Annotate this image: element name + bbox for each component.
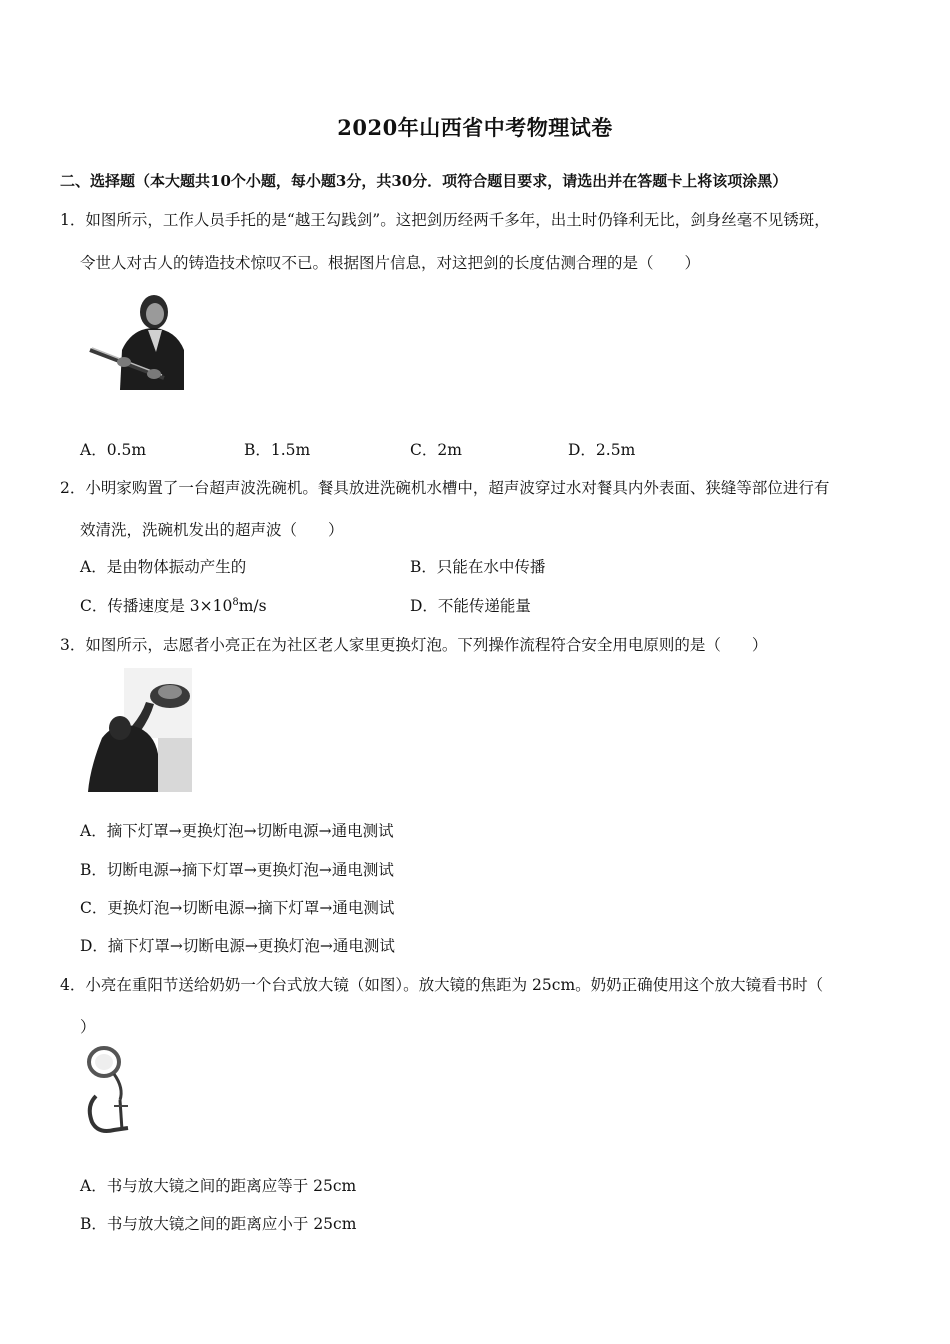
question-2-text-cont: 效清洗，洗碗机发出的超声波（ ） — [80, 521, 344, 539]
question-1-text-cont: 令世人对古人的铸造技术惊叹不已。根据图片信息，对这把剑的长度估测合理的是（ ） — [80, 254, 701, 272]
page-title: 2020年山西省中考物理试卷 — [337, 115, 613, 140]
question-1-text: 1．如图所示，工作人员手托的是“越王勾践剑”。这把剑历经两千多年，出土时仍锋利无比，剑身丝毫不见锈斑， — [60, 211, 830, 229]
q3-option-d: D．摘下灯罩→切断电源→更换灯泡→通电测试 — [80, 937, 395, 955]
q2-option-a: A．是由物体振动产生的 — [80, 558, 247, 576]
q2-option-c-text: C．传播速度是 3×10 — [80, 597, 233, 615]
q1-option-a: A．0.5m — [80, 441, 147, 459]
q3-option-a: A．摘下灯罩→更换灯泡→切断电源→通电测试 — [80, 822, 394, 840]
section-heading: 二、选择题（本大题共10个小题，每小题3分，共30分．项符合题目要求，请选出并在答题卡上将该项涂黑） — [60, 172, 788, 190]
question-4-text-cont: ） — [80, 1018, 96, 1036]
magnifier-photo — [84, 1044, 136, 1136]
q4-option-b: B．书与放大镜之间的距离应小于 25cm — [80, 1215, 357, 1233]
q2-option-c — [80, 594, 267, 616]
lightbulb-photo — [84, 668, 192, 792]
q3-option-b: B．切断电源→摘下灯罩→更换灯泡→通电测试 — [80, 861, 394, 879]
question-4-text: 4．小亮在重阳节送给奶奶一个台式放大镜（如图）。放大镜的焦距为 25cm。奶奶正确使用这个放大镜看书时（ — [60, 976, 824, 994]
q2-option-c-unit: m/s — [238, 597, 267, 615]
q2-option-c-exponent: 8 — [232, 597, 239, 608]
q3-option-c: C．更换灯泡→切断电源→摘下灯罩→通电测试 — [80, 899, 395, 917]
question-2-text: 2．小明家购置了一台超声波洗碗机。餐具放进洗碗机水槽中，超声波穿过水对餐具内外表面、狭缝等部位进行有 — [60, 479, 830, 497]
q2-option-d: D．不能传递能量 — [410, 597, 531, 615]
q1-option-d: D．2.5m — [568, 441, 636, 459]
q2-option-b: B．只能在水中传播 — [410, 558, 546, 576]
sword-photo — [84, 290, 189, 395]
question-3-text: 3．如图所示，志愿者小亮正在为社区老人家里更换灯泡。下列操作流程符合安全用电原则的是（ ） — [60, 636, 768, 654]
q4-option-a: A．书与放大镜之间的距离应等于 25cm — [80, 1177, 357, 1195]
q1-option-c: C．2m — [410, 441, 462, 459]
q1-option-b: B．1.5m — [244, 441, 311, 459]
